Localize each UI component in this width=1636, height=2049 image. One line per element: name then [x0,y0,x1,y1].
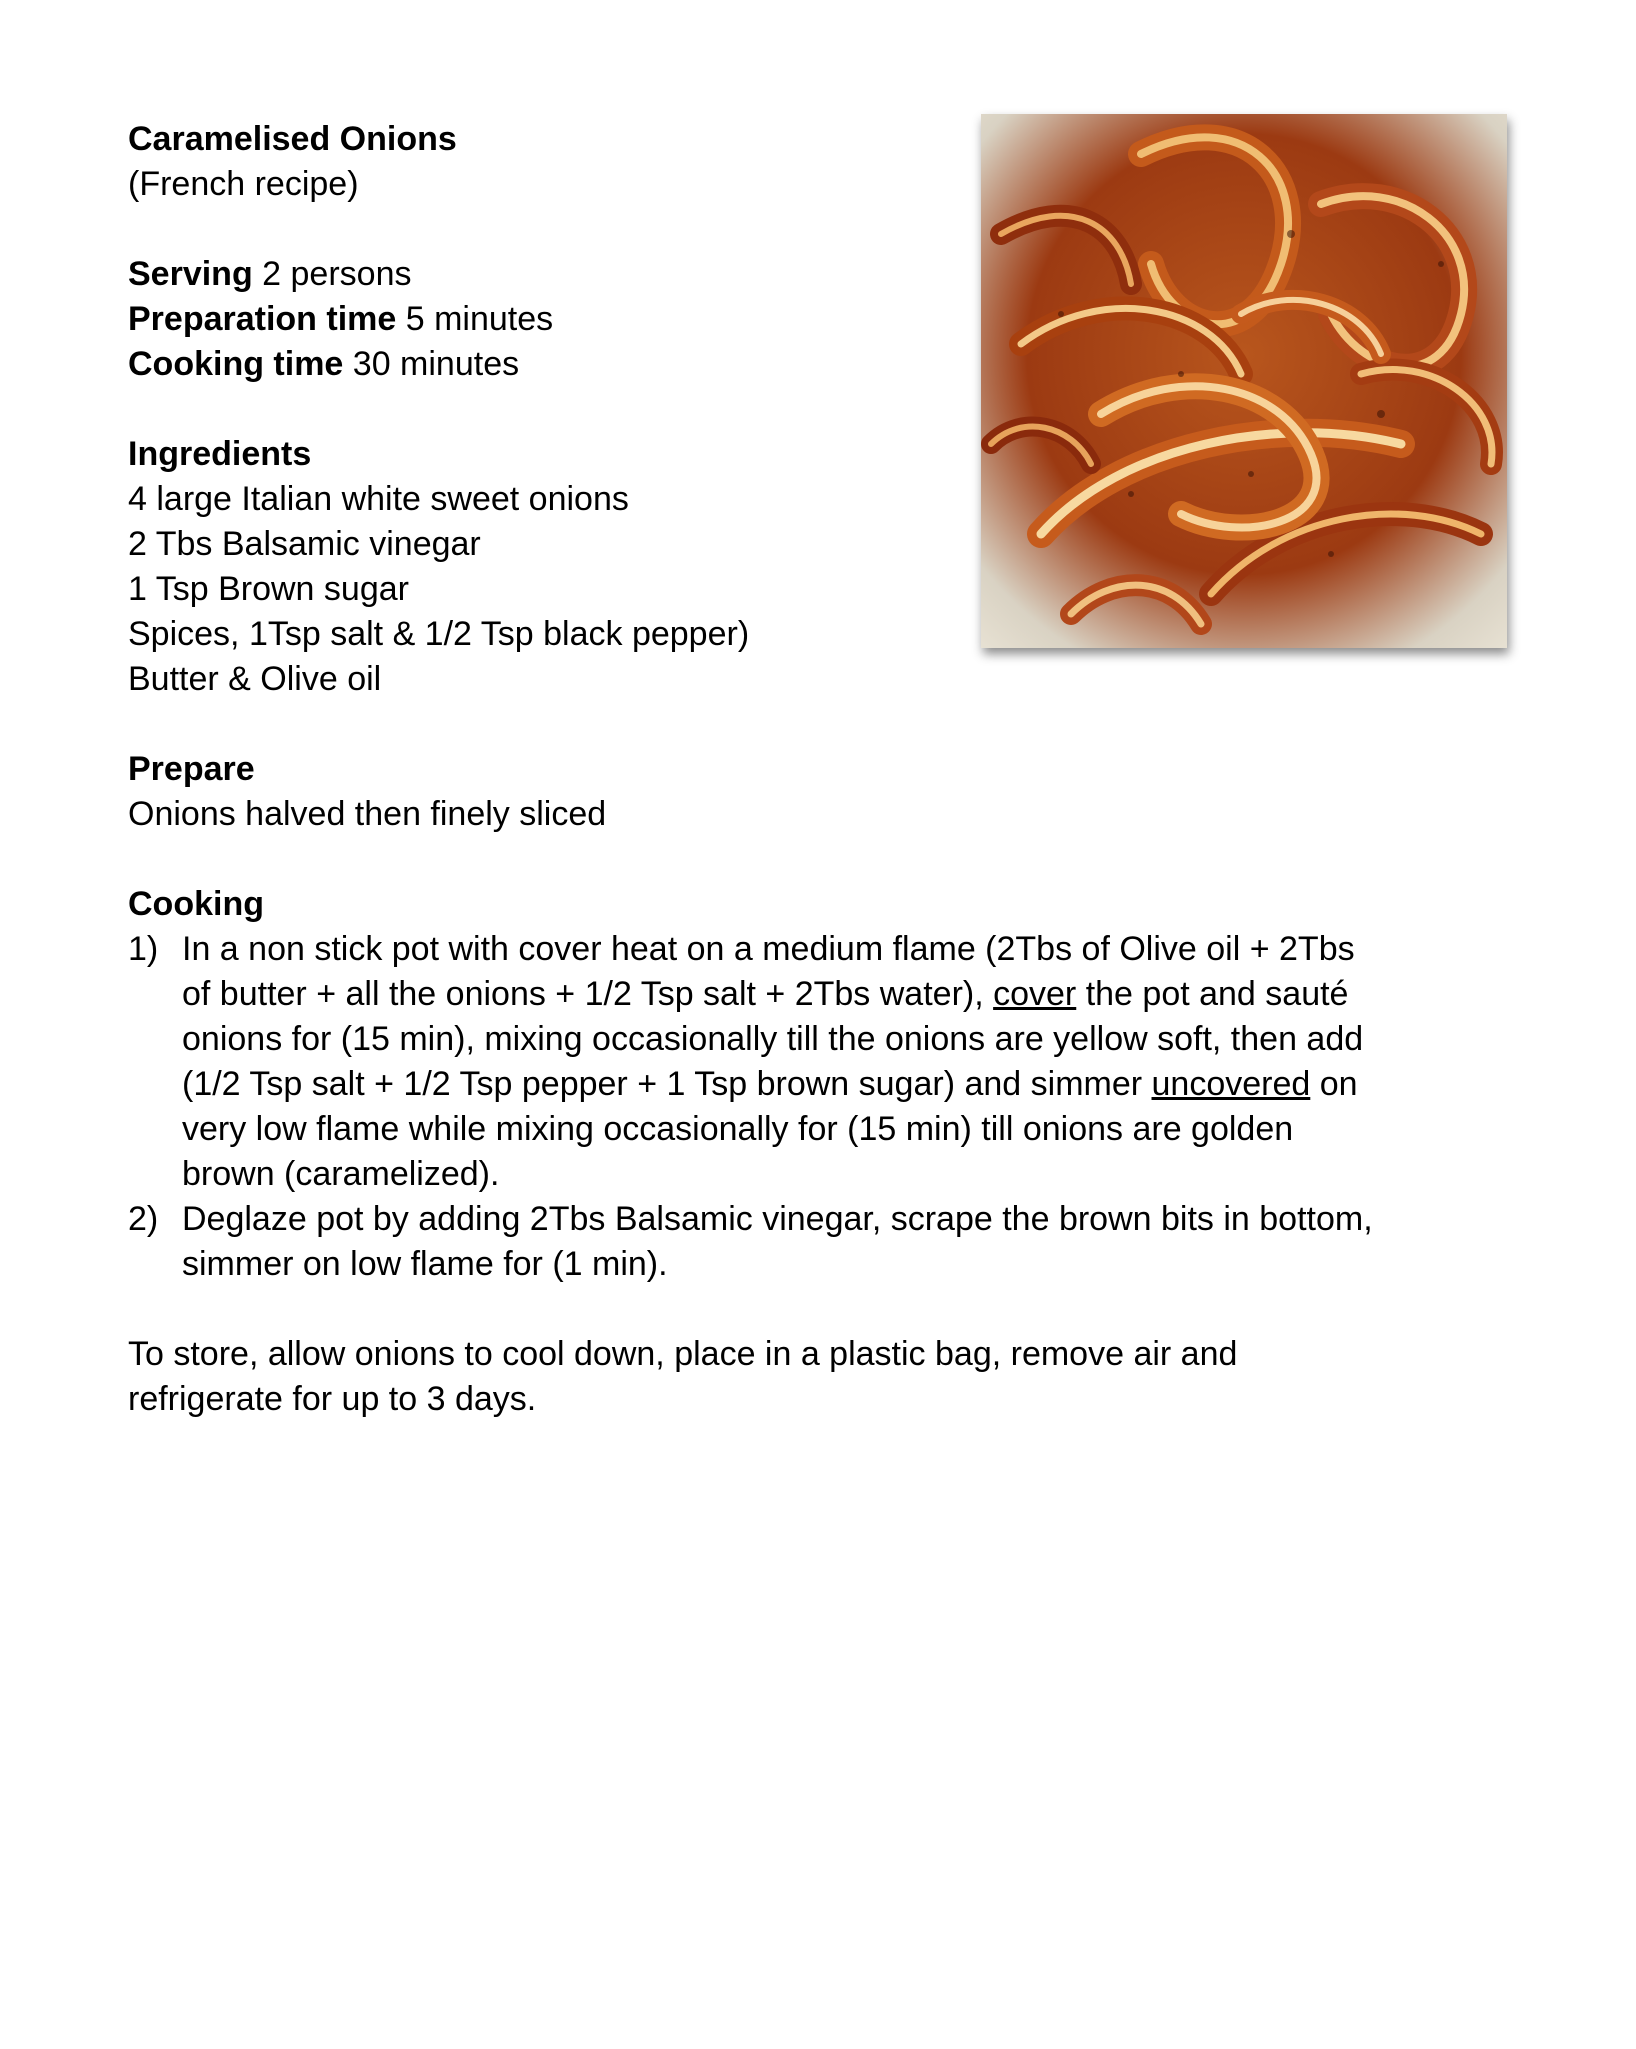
cooking-heading: Cooking [128,885,264,923]
underlined-word-cover: cover [993,975,1077,1013]
cook-time-value: 30 minutes [343,345,520,383]
step-line: brown (caramelized). [182,1155,500,1193]
underlined-word-uncovered: uncovered [1151,1065,1311,1103]
step-number: 1) [128,930,159,968]
caramelised-onions-photo [981,114,1507,648]
recipe-title: Caramelised Onions [128,120,457,158]
cooking-steps [128,927,1508,1287]
ingredient-item: 2 Tbs Balsamic vinegar [128,525,481,563]
step-line: very low flame while mixing occasionally for (15 min) till onions are golden [182,1110,1294,1148]
storage-note: refrigerate for up to 3 days. [128,1380,537,1418]
cooking-step-1 [128,927,1502,1197]
ingredients-heading: Ingredients [128,435,312,473]
step-line: Deglaze pot by adding 2Tbs Balsamic vinegar, scrape the brown bits in bottom, [182,1200,1373,1238]
cooking-step-2 [128,1197,1502,1287]
step-text: the pot and sauté [1076,975,1349,1013]
prep-time-value: 5 minutes [396,300,554,338]
prepare-heading: Prepare [128,750,255,788]
spacer [128,1287,1508,1332]
prep-time-label: Preparation time [128,300,397,338]
step-text: of butter + all the onions + 1/2 Tsp salt + 2Tbs water), [182,975,994,1013]
ingredient-item: Butter & Olive oil [128,660,382,698]
step-line: simmer on low flame for (1 min). [182,1245,668,1283]
step-text: on [1310,1065,1358,1103]
step-line [182,972,1502,1017]
step-line [182,1062,1502,1107]
spacer [128,837,1508,882]
step-number: 2) [128,1200,159,1238]
prepare-text: Onions halved then finely sliced [128,795,607,833]
ingredient-item: Spices, 1Tsp salt & 1/2 Tsp black pepper) [128,615,750,653]
ingredient-item: 1 Tsp Brown sugar [128,570,409,608]
recipe-subtitle: (French recipe) [128,165,359,203]
storage-note: To store, allow onions to cool down, place in a plastic bag, remove air and [128,1335,1238,1373]
cook-time-label: Cooking time [128,345,344,383]
spacer [128,702,1508,747]
step-line: onions for (15 min), mixing occasionally till the onions are yellow soft, then add [182,1020,1364,1058]
onions-illustration [981,114,1507,648]
step-text: (1/2 Tsp salt + 1/2 Tsp pepper + 1 Tsp brown sugar) and simmer [182,1065,1152,1103]
serving-label: Serving [128,255,253,293]
step-line: In a non stick pot with cover heat on a medium flame (2Tbs of Olive oil + 2Tbs [182,930,1355,968]
ingredient-item: 4 large Italian white sweet onions [128,480,629,518]
serving-value: 2 persons [252,255,412,293]
